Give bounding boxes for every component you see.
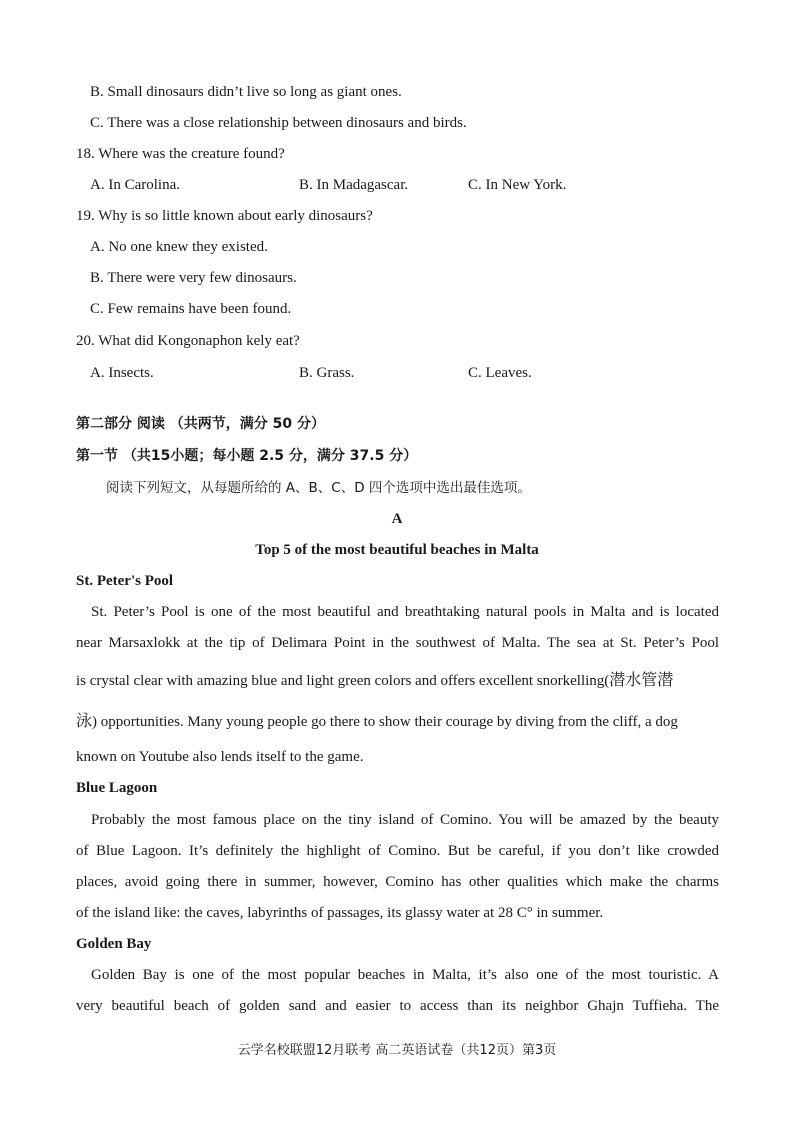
paragraph-text: ) opportunities. Many young people go there to show their courage by diving from the cliff, a dog	[92, 714, 678, 730]
paragraph-line: known on Youtube also lends itself to the game.	[76, 749, 364, 765]
paragraph-line: very beautiful beach of golden sand and easier to access than its neighbor Ghajn Tuffieha. The	[76, 998, 719, 1014]
paragraph-line: places, avoid going there in summer, however, Comino has other qualities which make the charms	[76, 874, 719, 890]
chinese-gloss: 潜水管潜	[609, 670, 674, 689]
q18-option-c: C. In New York.	[468, 177, 567, 193]
q20-option-b: B. Grass.	[299, 365, 355, 381]
paragraph-text: is crystal clear with amazing blue and light green colors and offers excellent snorkelling(	[76, 673, 610, 689]
paragraph-line: of the island like: the caves, labyrinths of passages, its glassy water at 28 C° in summer.	[76, 905, 604, 921]
q20-stem: 20. What did Kongonaphon kely eat?	[76, 333, 300, 349]
q19-option-c: C. Few remains have been found.	[90, 301, 292, 317]
chinese-gloss: 泳	[76, 711, 93, 730]
section1-heading: 第一节 （共15小题；每小题 2.5 分，满分 37.5 分）	[76, 448, 418, 464]
paragraph-line: Golden Bay is one of the most popular beaches in Malta, it’s also one of the most touristic. A	[91, 967, 719, 983]
q17-option-c: C. There was a close relationship between dinosaurs and birds.	[90, 115, 467, 131]
passage-title: Top 5 of the most beautiful beaches in Malta	[255, 542, 539, 558]
q18-option-b: B. In Madagascar.	[299, 177, 409, 193]
q20-option-a: A. Insects.	[90, 365, 154, 381]
q19-stem: 19. Why is so little known about early dinosaurs?	[76, 208, 373, 224]
q19-option-b: B. There were very few dinosaurs.	[90, 270, 297, 286]
paragraph-line: of Blue Lagoon. It’s definitely the highlight of Comino. But be careful, if you don’t like crowded	[76, 843, 719, 859]
paragraph-line: St. Peter’s Pool is one of the most beautiful and breathtaking natural pools in Malta and is located	[91, 604, 719, 620]
paragraph-line-with-gloss	[76, 711, 719, 732]
section-heading-blue-lagoon: Blue Lagoon	[76, 780, 158, 796]
paragraph-line: Probably the most famous place on the tiny island of Comino. You will be amazed by the beauty	[91, 812, 719, 828]
reading-instruction: 阅读下列短文，从每题所给的 A、B、C、D 四个选项中选出最佳选项。	[106, 480, 531, 496]
q20-option-c: C. Leaves.	[468, 365, 532, 381]
q17-option-b: B. Small dinosaurs didn’t live so long as giant ones.	[90, 84, 402, 100]
part2-heading: 第二部分 阅读 （共两节，满分 50 分）	[76, 416, 325, 432]
passage-letter: A	[391, 511, 403, 527]
q19-option-a: A. No one knew they existed.	[90, 239, 268, 255]
q18-stem: 18. Where was the creature found?	[76, 146, 285, 162]
paragraph-line-with-gloss	[76, 670, 719, 691]
section-heading-st-peters-pool: St. Peter's Pool	[76, 573, 174, 589]
page-footer: 云学名校联盟12月联考 高二英语试卷（共12页）第3页	[237, 1043, 557, 1058]
paragraph-line: near Marsaxlokk at the tip of Delimara Point in the southwest of Malta. The sea at St. Peter’s Pool	[76, 635, 719, 651]
q18-option-a: A. In Carolina.	[90, 177, 180, 193]
section-heading-golden-bay: Golden Bay	[76, 936, 152, 952]
